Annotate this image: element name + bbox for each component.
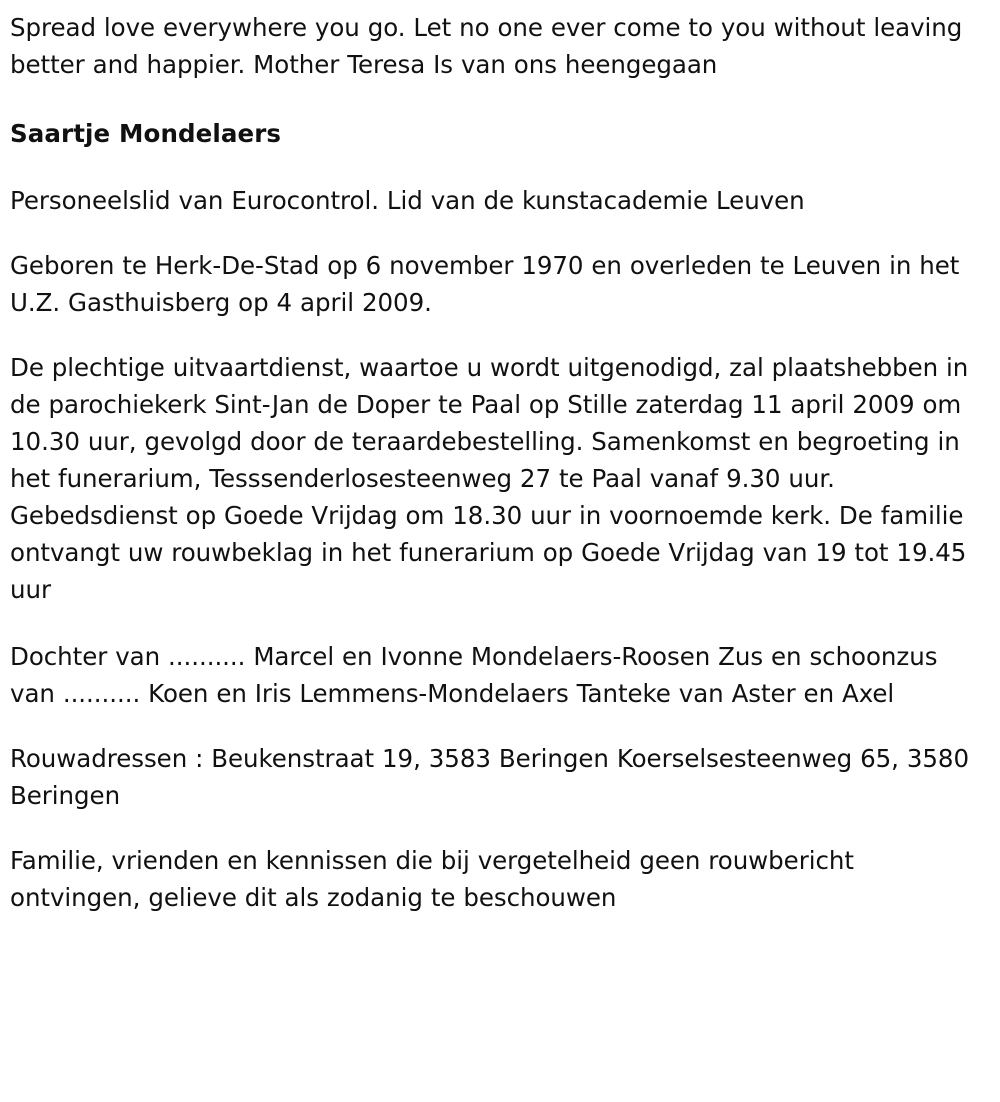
affiliation-text: Personeelslid van Eurocontrol. Lid van de kunstacademie Leuven	[10, 186, 805, 215]
birth-and-death-details: Geboren te Herk-De-Stad op 6 november 1970 en overleden te Leuven in het U.Z. Gasthuisberg op 4 april 2009.	[10, 251, 960, 317]
funeral-service-details: De plechtige uitvaartdienst, waartoe u wordt uitgenodigd, zal plaatshebben in de parochiekerk Sint-Jan de Doper te Paal op Stille zaterdag 11 april 2009 om 10.30 uur, gevolgd door de teraardebestelling. Samenkomst en begroeting in het funerarium, Tesssenderlosesteenweg 27 te Paal vanaf 9.30 uur. Gebedsdienst op Goede Vrijdag om 18.30 uur in voornoemde kerk. De familie ontvangt uw rouwbeklag in het funerarium op Goede Vrijdag van 19 tot 19.45 uur	[10, 353, 969, 604]
mourning-addresses: Rouwadressen : Beukenstraat 19, 3583 Beringen Koerselsesteenweg 65, 3580 Beringen	[10, 744, 969, 810]
deceased-name: Saartje Mondelaers	[10, 119, 282, 148]
family-relations: Dochter van .......... Marcel en Ivonne Mondelaers-Roosen Zus en schoonzus van .......... Koen en Iris Lemmens-Mondelaers Tanteke van Aster en Axel	[10, 642, 938, 708]
closing-note: Familie, vrienden en kennissen die bij vergetelheid geen rouwbericht ontvingen, gelieve dit als zodanig te beschouwen	[10, 846, 854, 912]
memorial-quote: Spread love everywhere you go. Let no one ever come to you without leaving better and happier. Mother Teresa Is van ons heengegaan	[10, 13, 963, 79]
